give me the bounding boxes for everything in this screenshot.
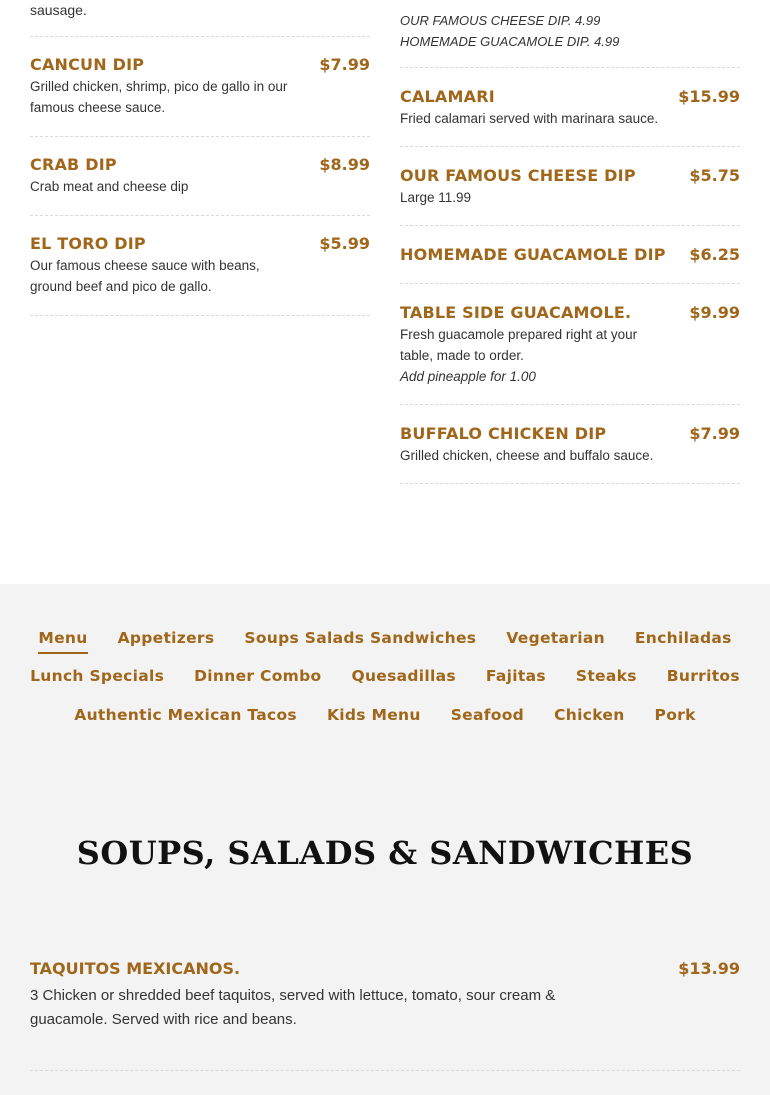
nav-link-kids-menu[interactable]: Kids Menu (326, 706, 421, 724)
item-name: OUR FAMOUS CHEESE DIP (400, 166, 636, 185)
nav-link-burritos[interactable]: Burritos (666, 667, 740, 685)
menu-item-table-side-guacamole[interactable] (400, 284, 740, 405)
nav-row-3 (0, 706, 770, 724)
item-name: CRAB DIP (30, 155, 117, 174)
nav-link-steaks[interactable]: Steaks (575, 667, 637, 685)
menu-item-cheese-dip[interactable] (400, 147, 740, 226)
item-price: $5.99 (319, 234, 370, 253)
nav-link-vegetarian[interactable]: Vegetarian (506, 629, 605, 647)
nav-link-menu[interactable]: Menu (38, 629, 88, 647)
item-desc: Our famous cheese sauce with beans, ground beef and pico de gallo. (30, 258, 260, 294)
menu-item-guacamole-dip[interactable] (400, 226, 740, 284)
item-name: BUFFALO CHICKEN DIP (400, 424, 607, 443)
item-price: $15.99 (678, 87, 740, 106)
menu-item-buffalo-chicken-dip[interactable] (400, 405, 740, 484)
item-price: $9.99 (689, 303, 740, 322)
nav-link-chicken[interactable]: Chicken (554, 706, 625, 724)
item-desc: Grilled chicken, shrimp, pico de gallo in our famous cheese sauce. (30, 79, 288, 115)
item-name: CANCUN DIP (30, 55, 145, 74)
nav-link-seafood[interactable]: Seafood (450, 706, 525, 724)
item-desc-continued: sausage. (30, 2, 87, 18)
item-name: TABLE SIDE GUACAMOLE. (400, 303, 632, 322)
item-price: $5.75 (689, 166, 740, 185)
menu-item-calamari[interactable] (400, 68, 740, 147)
nav-link-appetizers[interactable]: Appetizers (117, 629, 215, 647)
nav-link-authentic-mexican-tacos[interactable]: Authentic Mexican Tacos (74, 706, 297, 724)
item-desc: Fresh guacamole prepared right at your table, made to order. (400, 327, 638, 363)
nav-row-1 (0, 629, 770, 647)
item-desc: Grilled chicken, cheese and buffalo sauce. (400, 448, 654, 463)
item-desc: Crab meat and cheese dip (30, 179, 189, 194)
item-price: $8.99 (319, 155, 370, 174)
item-price: $7.99 (319, 55, 370, 74)
nav-link-soups-salads-sandwiches[interactable]: Soups Salads Sandwiches (244, 629, 477, 647)
menu-item-cancun-dip[interactable] (30, 37, 370, 137)
item-note-line: HOMEMADE GUACAMOLE DIP. 4.99 (400, 34, 620, 49)
right-menu-column (400, 0, 740, 484)
item-name: HOMEMADE GUACAMOLE DIP (400, 245, 666, 264)
item-desc: 3 Chicken or shredded beef taquitos, served with lettuce, tomato, sour cream & guacamole. Served with rice and beans. (30, 987, 556, 1028)
nav-link-dinner-combo[interactable]: Dinner Combo (194, 667, 322, 685)
item-price: $13.99 (678, 959, 740, 978)
nav-link-quesadillas[interactable]: Quesadillas (351, 667, 456, 685)
item-desc: Large 11.99 (400, 190, 472, 205)
left-menu-column (30, 0, 370, 316)
nav-link-fajitas[interactable]: Fajitas (485, 667, 546, 685)
item-name: TAQUITOS MEXICANOS. (30, 959, 241, 978)
nav-link-lunch-specials[interactable]: Lunch Specials (30, 667, 165, 685)
menu-item-crab-dip[interactable] (30, 137, 370, 216)
menu-item-taquitos-mexicanos[interactable] (30, 959, 740, 1071)
menu-item-el-toro-dip[interactable] (30, 216, 370, 316)
item-price: $7.99 (689, 424, 740, 443)
item-note: Add pineapple for 1.00 (400, 369, 536, 384)
nav-link-pork[interactable]: Pork (654, 706, 696, 724)
item-name: CALAMARI (400, 87, 495, 106)
section-title: SOUPS, SALADS & SANDWICHES (76, 834, 694, 872)
nav-link-enchiladas[interactable]: Enchiladas (634, 629, 732, 647)
menu-item-continued (30, 0, 370, 37)
item-note-line: OUR FAMOUS CHEESE DIP. 4.99 (400, 13, 601, 28)
item-price: $6.25 (689, 245, 740, 264)
item-desc: Fried calamari served with marinara sauce. (400, 111, 659, 126)
menu-item-continued (400, 0, 740, 68)
item-name: EL TORO DIP (30, 234, 146, 253)
nav-row-2 (0, 667, 770, 685)
